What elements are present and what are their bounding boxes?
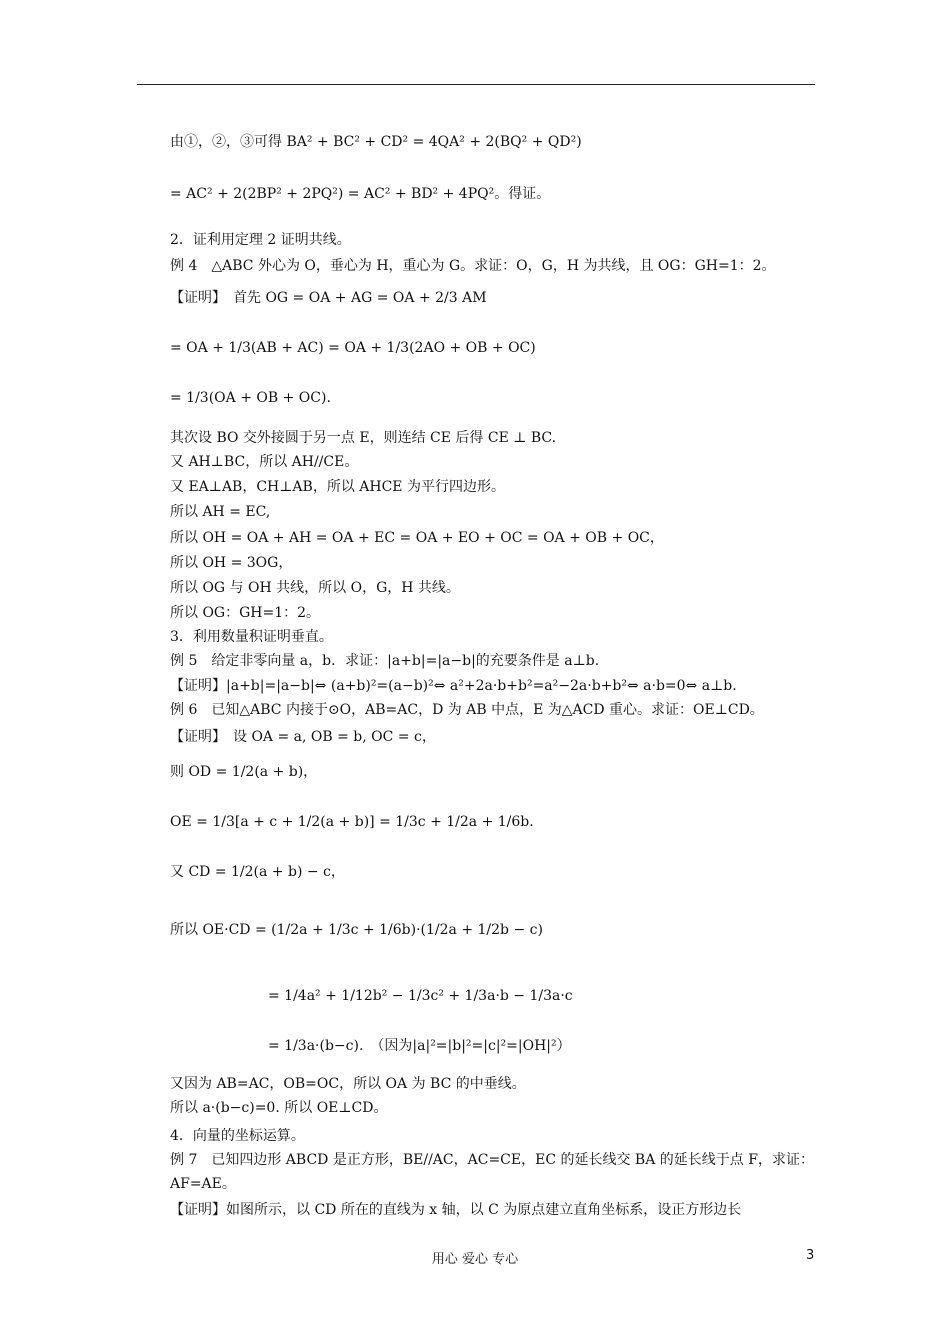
text-line: 4．向量的坐标运算。 xyxy=(170,1128,305,1144)
text-line: OE = 1/3[a + c + 1/2(a + b)] = 1/3c + 1/2a + 1/6b. xyxy=(170,814,534,830)
text-line: 例 7 已知四边形 ABCD 是正方形，BE//AC，AC=CE，EC 的延长线交 BA 的延长线于点 F，求证： xyxy=(170,1152,814,1168)
text-line: 由①，②，③可得 BA² + BC² + CD² = 4QA² + 2(BQ² + QD²) xyxy=(170,134,582,150)
footer-text: 用心 爱心 专心 xyxy=(431,1252,519,1267)
text-line: = OA + 1/3(AB + AC) = OA + 1/3(2AO + OB + OC) xyxy=(170,340,536,356)
text-line: 【证明】如图所示，以 CD 所在的直线为 x 轴，以 C 为原点建立直角坐标系，设正方形边长 xyxy=(170,1202,742,1218)
text-line: 3．利用数量积证明垂直。 xyxy=(170,629,333,645)
page-number: 3 xyxy=(806,1248,815,1263)
text-line: AF=AE。 xyxy=(170,1176,236,1192)
text-line: 所以 OH = 3OG， xyxy=(170,555,293,571)
text-line: 2．证利用定理 2 证明共线。 xyxy=(170,232,351,248)
header-rule xyxy=(137,84,815,85)
text-line: = 1/3a·(b−c). （因为|a|²=|b|²=|c|²=|OH|²） xyxy=(268,1038,571,1054)
text-line: 所以 AH = EC, xyxy=(170,504,271,520)
text-line: = 1/4a² + 1/12b² − 1/3c² + 1/3a·b − 1/3a·c xyxy=(268,988,573,1004)
text-line: 又 CD = 1/2(a + b) − c， xyxy=(170,864,345,880)
text-line: 【证明】 首先 OG = OA + AG = OA + 2/3 AM xyxy=(170,290,487,306)
text-line: 所以 OE·CD = (1/2a + 1/3c + 1/6b)·(1/2a + 1/2b − c) xyxy=(170,922,543,938)
text-line: 例 4 △ABC 外心为 O，垂心为 H，重心为 G。求证：O，G，H 为共线，且 OG：GH=1：2。 xyxy=(170,258,776,274)
text-line: 又因为 AB=AC，OB=OC，所以 OA 为 BC 的中垂线。 xyxy=(170,1076,526,1092)
text-line: 例 6 已知△ABC 内接于⊙O，AB=AC，D 为 AB 中点，E 为△ACD 重心。求证：OE⊥CD。 xyxy=(170,702,764,718)
text-line: 所以 OG：GH=1：2。 xyxy=(170,605,321,621)
text-line: 其次设 BO 交外接圆于另一点 E，则连结 CE 后得 CE ⊥ BC. xyxy=(170,430,557,446)
text-line: = 1/3(OA + OB + OC). xyxy=(170,390,331,406)
text-line: 例 5 给定非零向量 a，b．求证：|a+b|=|a−b|的充要条件是 a⊥b. xyxy=(170,653,600,669)
text-line: 又 AH⊥BC，所以 AH//CE。 xyxy=(170,454,359,470)
text-line: 又 EA⊥AB，CH⊥AB，所以 AHCE 为平行四边形。 xyxy=(170,479,505,495)
text-line: 所以 OG 与 OH 共线，所以 O，G，H 共线。 xyxy=(170,580,460,596)
text-line: 所以 a·(b−c)=0. 所以 OE⊥CD。 xyxy=(170,1100,388,1116)
text-line: 【证明】 设 OA = a, OB = b, OC = c， xyxy=(170,729,436,745)
text-line: 所以 OH = OA + AH = OA + EC = OA + EO + OC = OA + OB + OC， xyxy=(170,530,664,546)
text-line: = AC² + 2(2BP² + 2PQ²) = AC² + BD² + 4PQ²。得证。 xyxy=(170,186,551,202)
text-line: 则 OD = 1/2(a + b)， xyxy=(170,764,318,780)
text-line: 【证明】|a+b|=|a−b|⇔ (a+b)²=(a−b)²⇔ a²+2a·b+b²=a²−2a·b+b²⇔ a·b=0⇔ a⊥b. xyxy=(170,678,737,694)
